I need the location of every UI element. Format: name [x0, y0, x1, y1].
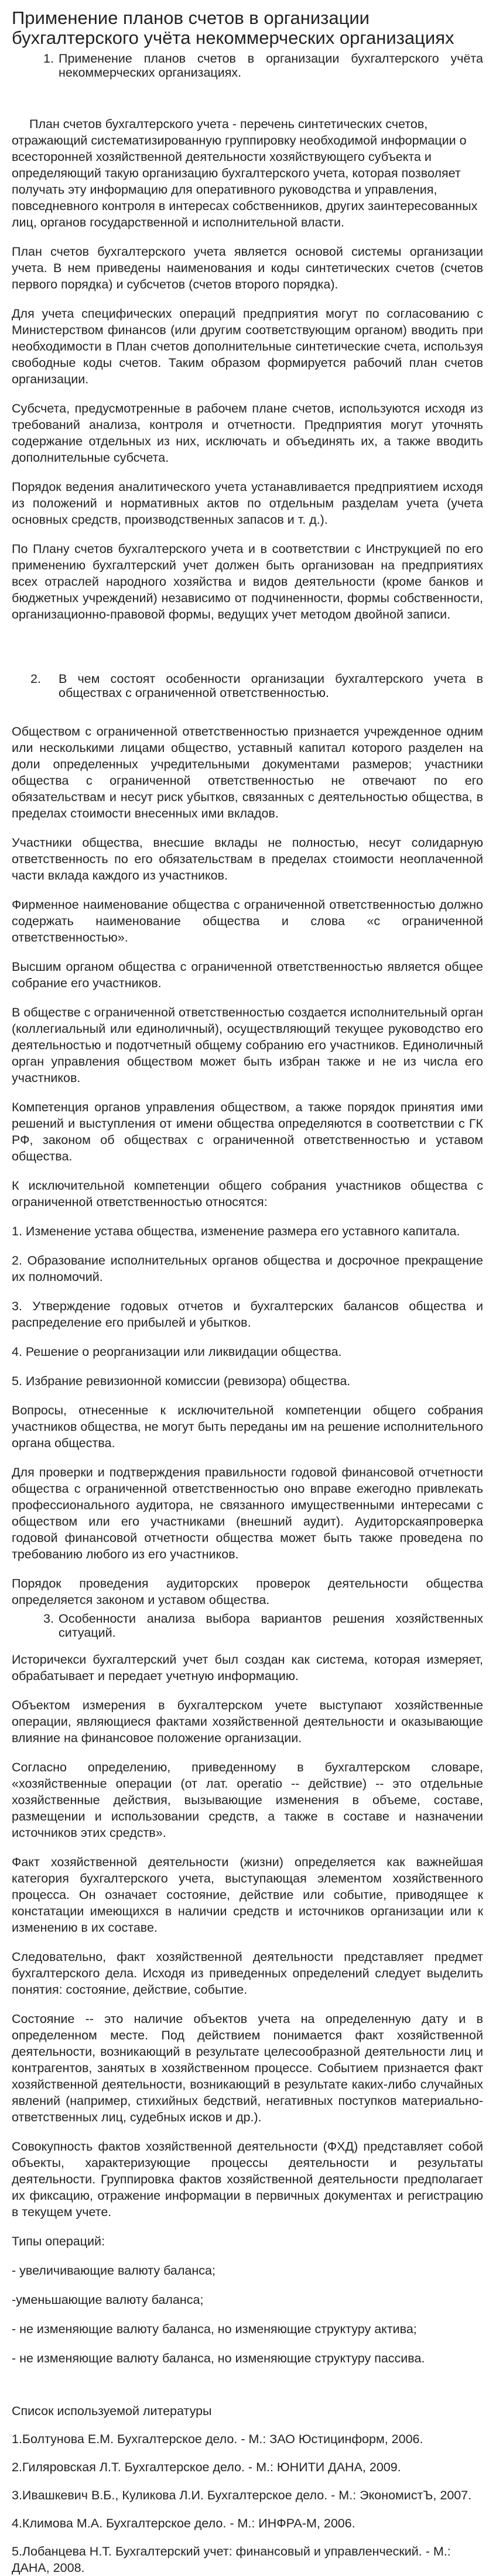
section-1-heading	[12, 51, 483, 80]
reference-item: 1.Болтунова Е.М. Бухгалтерское дело. - М.: ЗАО Юстицинформ, 2006.	[12, 2432, 423, 2446]
paragraph: Субсчета, предусмотренные в рабочем плане счетов, используются исходя из требований анализа, контроля и отчетности. Предприятия могут уточнять содержание отдельных из них, исключать и объединять их, а также вводить дополнительные субсчета.	[12, 401, 483, 465]
section-2-heading	[12, 672, 483, 700]
section-number: 3.	[43, 1612, 54, 1626]
list-item: 4. Решение о реорганизации или ликвидации общества.	[12, 1345, 342, 1359]
list-item: - не изменяющие валюту баланса, но изменяющие структуру пассива.	[12, 2351, 425, 2365]
paragraph: Фирменное наименование общества с ограниченной ответственностью должно содержать наименование общества и слова «с ограниченной ответственностью».	[12, 898, 483, 944]
paragraph: В обществе с ограниченной ответственностью создается исполнительный орган (коллегиальный или единоличный), осуществляющий текущее руководство его деятельностью и подотчетный общему собранию его участников. Единоличный орган управления обществом может быть избран также и не из числа его участников.	[12, 1005, 483, 1085]
paragraph: План счетов бухгалтерского учета - перечень синтетических счетов, отражающий систематизированную группировку необходимой информации о всесторонней хозяйственной деятельности хозяйствующего субъекта и определяющий такую организацию бухгалтерского учета, которая позволяет получать эту информацию для оперативного руководства и управления, повседневного контроля в интересах собственников, других заинтересованных лиц, органов государственной и исполнительной власти.	[12, 117, 478, 229]
list-heading: Типы операций:	[12, 2234, 105, 2248]
document-title: Применение планов счетов в организации бухгалтерского учёта некоммерческих организациях	[12, 8, 454, 48]
paragraph: Согласно определению, приведенному в бухгалтерском словаре, «хозяйственные операции (от лат. operatio -- действие) -- это отдельные хозяйственные действия, вызывающие изменения в объеме, составе, размещении и использовании средств, а также в составе и назначении источников этих средств».	[12, 1760, 483, 1840]
list-item: -уменьшающие валюту баланса;	[12, 2293, 204, 2307]
paragraph: Для проверки и подтверждения правильности годовой финансовой отчетности общества с ограниченной ответственностью оно вправе ежегодно привлекать профессионального аудитора, не связанного имущественными интересами с обществом или его участниками (внешний аудит). Аудиторскаяпроверка годовой финансовой отчетности общества может быть также проведена по требованию любого из его участников.	[12, 1465, 483, 1561]
paragraph: Вопросы, отнесенные к исключительной компетенции общего собрания участников общества, не могут быть переданы им на решение исполнительного органа общества.	[12, 1403, 483, 1450]
section-number: 2.	[30, 672, 41, 686]
paragraph: Следовательно, факт хозяйственной деятельности представляет предмет бухгалтерского дела. Исходя из приведенных определений следует выделить понятия: состояние, действие, событие.	[12, 1950, 483, 1997]
section-number: 1.	[43, 51, 54, 66]
paragraph: Участники общества, внесшие вклады не полностью, несут солидарную ответственность по его обязательствам в пределах стоимости неоплаченной части вклада каждого из участников.	[12, 836, 483, 882]
reference-item: 3.Ивашкевич В.Б., Куликова Л.И. Бухгалтерское дело. - М.: ЭкономистЪ, 2007.	[12, 2488, 472, 2502]
section-heading-text: Применение планов счетов в организации бухгалтерского учёта некоммерческих организациях.	[59, 51, 483, 80]
paragraph: Историчекси бухгалтерский учет был создан как система, которая измеряет, обрабатывает и передает учетную информацию.	[12, 1653, 483, 1683]
paragraph: Факт хозяйственной деятельности (жизни) определяется как важнейшая категория бухгалтерского учета, выступающая элементом хозяйственного процесса. Он означает состояние, действие или событие, приводящее к констатации имеющихся в наличии средств и источников организации или к изменению в их составе.	[12, 1855, 483, 1935]
reference-item: 5.Лобанцева Н.Т. Бухгалтерский учет: финансовый и управленческий. - М.: ДАНА, 2008.	[12, 2544, 451, 2575]
reference-item: 2.Гиляровская Л.Т. Бухгалтерское дело. - М.: ЮНИТИ ДАНА, 2009.	[12, 2460, 401, 2474]
paragraph: Компетенция органов управления обществом, а также порядок принятия ими решений и выступления от имени общества определяются в соответствии с ГК РФ, законом об обществах с ограниченной ответственностью и уставом общества.	[12, 1100, 483, 1163]
paragraph: План счетов бухгалтерского учета является основой системы организации учета. В нем приведены наименования и коды синтетических счетов (счетов первого порядка) и субсчетов (счетов второго порядка).	[12, 245, 483, 291]
list-item: 5. Избрание ревизионной комиссии (ревизора) общества.	[12, 1374, 351, 1388]
references	[12, 2403, 483, 2576]
paragraph: Состояние -- это наличие объектов учета на определенную дату и в определенном месте. Под действием понимается факт хозяйственной деятельности, возникающий в результате целесообразной деятельности лиц и контрагентов, занятых в хозяйственном процессе. Событием признается факт хозяйственной деятельности, возникающий в результате каких-либо случайных явлений (например, стихийных бедствий, негативных поступков материально-ответственных лиц, судебных исков и др.).	[12, 2012, 483, 2124]
section-heading-text: Особенности анализа выбора вариантов решения хозяйственных ситуаций.	[59, 1612, 483, 1640]
references-title: Список используемой литературы	[12, 2404, 212, 2418]
list-item: 3. Утверждение годовых отчетов и бухгалтерских балансов общества и распределение его прибылей и убытков.	[12, 1299, 483, 1330]
section-3-heading	[12, 1612, 483, 1640]
section-heading-text: В чем состоят особенности организации бухгалтерского учета в обществах с ограниченной ответственностью.	[59, 672, 483, 700]
paragraph: Порядок проведения аудиторских проверок деятельности общества определяется законом и уставом общества.	[12, 1576, 483, 1607]
paragraph: К исключительной компетенции общего собрания участников общества с ограниченной ответственностью относятся:	[12, 1179, 483, 1209]
paragraph: Обществом с ограниченной ответственностью признается учрежденное одним или несколькими лицами общество, уставный капитал которого разделен на доли определенных учредительными документами размеров; участники общества с ограниченной ответственностью не отвечают по его обязательствам и несут риск убытков, связанных с деятельностью общества, в пределах стоимости внесенных ими вкладов.	[12, 724, 483, 820]
paragraph: Объектом измерения в бухгалтерском учете выступают хозяйственные операции, являющиеся фактами хозяйственной деятельности и оказывающие влияние на финансовое положение организации.	[12, 1698, 483, 1745]
paragraph: Порядок ведения аналитического учета устанавливается предприятием исходя из положений и нормативных актов по отдельным разделам учета (учета основных средств, производственных запасов и т. д.).	[12, 480, 483, 527]
list-item: - не изменяющие валюту баланса, но изменяющие структуру актива;	[12, 2322, 417, 2336]
reference-item: 4.Климова М.А. Бухгалтерское дело. - М.: ИНФРА-М, 2006.	[12, 2516, 355, 2530]
list-item: 2. Образование исполнительных органов общества и досрочное прекращение их полномочий.	[12, 1253, 483, 1284]
paragraph: Высшим органом общества с ограниченной ответственностью является общее собрание его участников.	[12, 960, 483, 990]
list-item: 1. Изменение устава общества, изменение размера его уставного капитала.	[12, 1224, 460, 1238]
paragraph: По Плану счетов бухгалтерского учета и в соответствии с Инструкцией по его применению бухгалтерский учет должен быть организован на предприятиях всех отраслей народного хозяйства и видов деятельности (кроме банков и бюджетных учреждений) независимо от подчиненности, формы собственности, организационно-правовой формы, ведущих учет методом двойной записи.	[12, 542, 483, 621]
paragraph: Совокупность фактов хозяйственной деятельности (ФХД) представляет собой объекты, характеризующие процессы деятельности и результаты деятельности. Группировка фактов хозяйственной деятельности предполагает их фиксацию, отражение информации в первичных документах и регистрацию в текущем учете.	[12, 2139, 483, 2219]
list-item: - увеличивающие валюту баланса;	[12, 2264, 215, 2278]
paragraph: Для учета специфических операций предприятия могут по согласованию с Министерством финансов (или другим соответствующим органом) вводить при необходимости в План счетов дополнительные синтетические счета, используя свободные коды счетов. Таким образом формируется рабочий план счетов организации.	[12, 307, 483, 386]
